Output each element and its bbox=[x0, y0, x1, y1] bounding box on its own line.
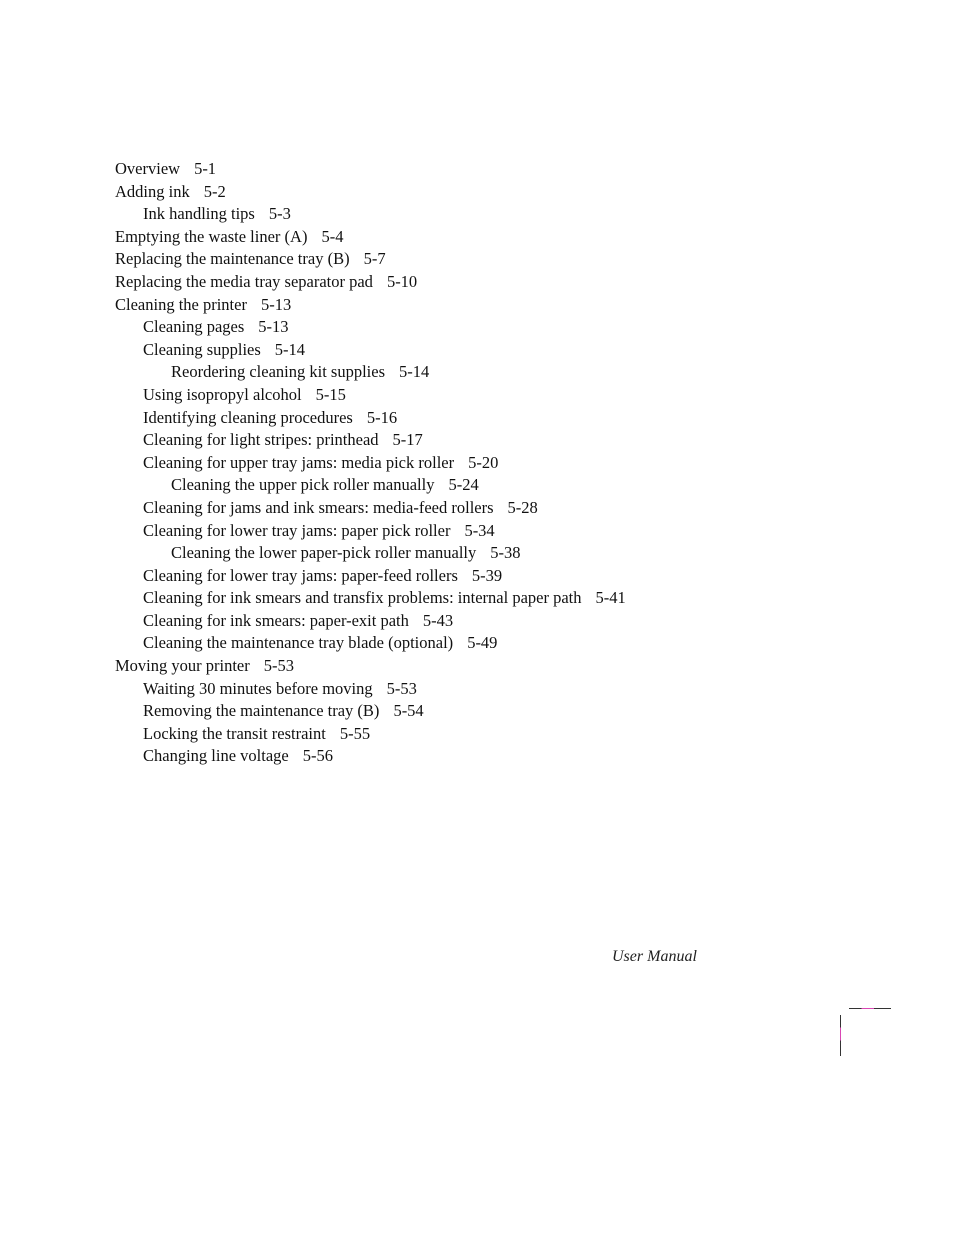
toc-entry[interactable] bbox=[115, 745, 626, 768]
crop-mark-horizontal bbox=[849, 1008, 891, 1009]
toc-entry-page-number: 5-14 bbox=[274, 339, 306, 359]
toc-entry-page-number: 5-4 bbox=[321, 226, 344, 246]
toc-entry-title: Cleaning the maintenance tray blade (optional) bbox=[143, 633, 454, 653]
toc-entry-title: Adding ink bbox=[115, 181, 190, 201]
toc-entry-title: Changing line voltage bbox=[143, 746, 289, 766]
toc-entry-page-number: 5-49 bbox=[467, 633, 498, 653]
toc-entry-page-number: 5-7 bbox=[363, 249, 386, 269]
toc-entry[interactable] bbox=[115, 474, 626, 497]
toc-entry-page-number: 5-1 bbox=[194, 159, 217, 178]
toc-entry-page-number: 5-24 bbox=[448, 475, 479, 495]
toc-entry-page-number: 5-13 bbox=[258, 317, 289, 337]
toc-entry[interactable] bbox=[115, 452, 626, 475]
toc-entry[interactable] bbox=[115, 520, 626, 543]
toc-entry-page-number: 5-53 bbox=[263, 656, 294, 676]
toc-entry[interactable] bbox=[115, 226, 626, 249]
toc-entry-page-number: 5-10 bbox=[386, 271, 418, 291]
toc-entry[interactable] bbox=[115, 700, 626, 723]
footer-title: User Manual bbox=[612, 948, 697, 965]
toc-entry-title: Reordering cleaning kit supplies bbox=[171, 362, 385, 382]
toc-entry-title: Removing the maintenance tray (B) bbox=[143, 701, 380, 721]
toc-entry-page-number: 5-34 bbox=[464, 520, 495, 540]
crop-mark-vertical bbox=[840, 1015, 841, 1056]
toc-entry-title: Locking the transit restraint bbox=[143, 723, 326, 743]
toc-entry-title: Replacing the maintenance tray (B) bbox=[115, 249, 350, 269]
table-of-contents bbox=[115, 158, 626, 768]
toc-entry-title: Cleaning for lower tray jams: paper-feed rollers bbox=[143, 565, 458, 585]
toc-entry[interactable] bbox=[115, 723, 626, 746]
toc-entry[interactable] bbox=[115, 678, 626, 701]
toc-entry-title: Identifying cleaning procedures bbox=[143, 407, 353, 427]
toc-entry[interactable] bbox=[115, 497, 626, 520]
toc-entry[interactable] bbox=[115, 248, 626, 271]
toc-entry[interactable] bbox=[115, 429, 626, 452]
toc-entry[interactable] bbox=[115, 181, 626, 204]
toc-entry-title: Moving your printer bbox=[115, 656, 250, 676]
toc-entry-title: Cleaning for light stripes: printhead bbox=[143, 430, 379, 450]
toc-entry-page-number: 5-3 bbox=[268, 204, 291, 224]
toc-entry-page-number: 5-39 bbox=[471, 565, 503, 585]
toc-entry-title: Cleaning the printer bbox=[115, 294, 247, 314]
toc-entry-title: Cleaning for jams and ink smears: media-feed rollers bbox=[143, 497, 494, 517]
toc-entry[interactable] bbox=[115, 203, 626, 226]
toc-entry-title: Cleaning the lower paper-pick roller manually bbox=[171, 543, 477, 563]
toc-entry-title: Cleaning supplies bbox=[143, 339, 261, 359]
toc-entry-page-number: 5-56 bbox=[302, 746, 333, 766]
toc-entry[interactable] bbox=[115, 316, 626, 339]
toc-entry-title: Replacing the media tray separator pad bbox=[115, 271, 373, 291]
toc-entry[interactable] bbox=[115, 565, 626, 588]
toc-entry[interactable] bbox=[115, 158, 626, 181]
toc-entry-page-number: 5-38 bbox=[490, 543, 521, 563]
toc-entry[interactable] bbox=[115, 384, 626, 407]
toc-entry-page-number: 5-2 bbox=[203, 181, 226, 201]
toc-entry[interactable] bbox=[115, 655, 626, 678]
toc-entry[interactable] bbox=[115, 294, 626, 317]
toc-entry-page-number: 5-13 bbox=[260, 294, 292, 314]
toc-entry-page-number: 5-43 bbox=[422, 610, 454, 630]
toc-entry-title: Emptying the waste liner (A) bbox=[115, 226, 308, 246]
toc-entry-page-number: 5-41 bbox=[595, 588, 626, 608]
toc-entry-title: Cleaning the upper pick roller manually bbox=[171, 475, 435, 495]
toc-entry[interactable] bbox=[115, 610, 626, 633]
toc-entry-title: Cleaning for lower tray jams: paper pick roller bbox=[143, 520, 451, 540]
toc-entry-title: Waiting 30 minutes before moving bbox=[143, 678, 373, 698]
toc-entry-page-number: 5-55 bbox=[339, 723, 371, 743]
toc-entry-title: Cleaning pages bbox=[143, 317, 245, 337]
toc-entry-page-number: 5-28 bbox=[507, 497, 538, 517]
toc-entry[interactable] bbox=[115, 407, 626, 430]
toc-entry-page-number: 5-15 bbox=[315, 384, 346, 404]
toc-entry-title: Overview bbox=[115, 159, 181, 178]
toc-entry-page-number: 5-53 bbox=[386, 678, 417, 698]
toc-entry-title: Cleaning for ink smears and transfix problems: internal paper path bbox=[143, 588, 582, 608]
toc-entry[interactable] bbox=[115, 542, 626, 565]
toc-entry-title: Cleaning for upper tray jams: media pick roller bbox=[143, 452, 455, 472]
toc-entry[interactable] bbox=[115, 587, 626, 610]
toc-entry[interactable] bbox=[115, 361, 626, 384]
toc-entry-page-number: 5-20 bbox=[468, 452, 499, 472]
toc-entry[interactable] bbox=[115, 632, 626, 655]
toc-entry[interactable] bbox=[115, 339, 626, 362]
toc-entry-title: Using isopropyl alcohol bbox=[143, 384, 302, 404]
toc-entry-page-number: 5-54 bbox=[393, 701, 424, 721]
toc-entry[interactable] bbox=[115, 271, 626, 294]
toc-entry-page-number: 5-14 bbox=[399, 362, 430, 382]
toc-entry-title: Ink handling tips bbox=[143, 204, 255, 224]
toc-entry-title: Cleaning for ink smears: paper-exit path bbox=[143, 610, 409, 630]
toc-entry-page-number: 5-17 bbox=[392, 430, 423, 450]
toc-entry-page-number: 5-16 bbox=[366, 407, 398, 427]
